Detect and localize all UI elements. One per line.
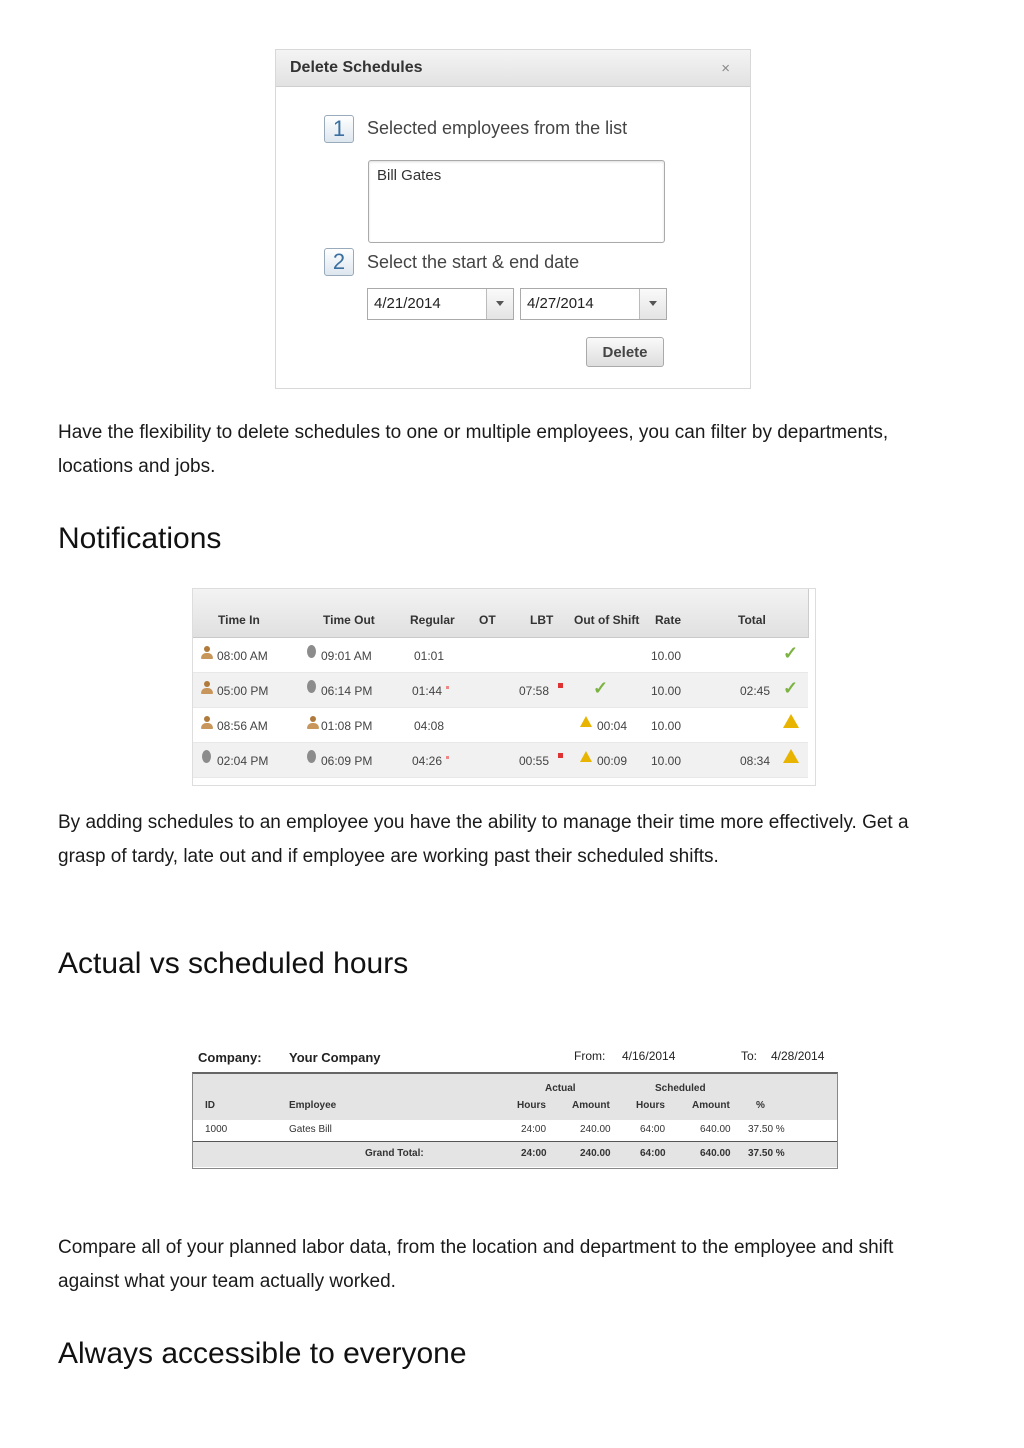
total-percent: 37.50 % (748, 1148, 785, 1159)
col-regular: Regular (410, 613, 455, 627)
row-scheduled-hours: 64:00 (640, 1124, 666, 1135)
warning-icon (580, 716, 592, 727)
dialog-header (276, 50, 750, 87)
col-ot: OT (479, 613, 496, 627)
start-date-select[interactable] (367, 288, 514, 320)
fingerprint-icon (307, 750, 316, 763)
user-icon (307, 716, 319, 730)
from-label: From: (574, 1049, 606, 1063)
heading-accessible: Always accessible to everyone (58, 1337, 467, 1370)
rate: 10.00 (651, 754, 682, 768)
regular: 01:44 (412, 684, 443, 698)
time-in: 08:00 AM (217, 649, 268, 663)
row-id: 1000 (205, 1124, 228, 1135)
total-actual-hours: 24:00 (521, 1148, 547, 1159)
employee-entry: Bill Gates (377, 167, 442, 184)
report-header (193, 1074, 837, 1120)
group-actual: Actual (545, 1083, 576, 1094)
flag-icon (558, 753, 563, 758)
table-header (193, 589, 809, 638)
rate: 10.00 (651, 684, 682, 698)
check-icon: ✓ (593, 678, 609, 698)
col-out-of-shift: Out of Shift (574, 613, 640, 627)
col-lbt: LBT (530, 613, 554, 627)
close-icon[interactable]: × (721, 60, 730, 77)
total: 02:45 (740, 684, 771, 698)
to-label: To: (741, 1049, 758, 1063)
start-date-value: 4/21/2014 (374, 295, 441, 312)
warning-icon (580, 751, 592, 762)
company-value: Your Company (289, 1050, 381, 1065)
to-value: 4/28/2014 (771, 1049, 825, 1063)
lbt: 07:58 (519, 684, 550, 698)
step-2-badge: 2 (324, 248, 354, 276)
regular: 01:01 (414, 649, 445, 663)
check-icon: ✓ (783, 678, 799, 698)
col-scheduled-amount: Amount (692, 1100, 730, 1111)
col-actual-hours: Hours (517, 1100, 546, 1111)
user-icon (201, 681, 213, 695)
step-2-label: Select the start & end date (367, 252, 580, 272)
step-1-label: Selected employees from the list (367, 118, 628, 138)
flag-icon (446, 756, 449, 759)
chevron-down-icon (496, 301, 504, 306)
row-percent: 37.50 % (748, 1124, 785, 1135)
fingerprint-icon (307, 645, 316, 658)
total-actual-amount: 240.00 (580, 1148, 611, 1159)
row-scheduled-amount: 640.00 (700, 1124, 731, 1135)
warning-icon (783, 749, 799, 763)
col-total: Total (738, 613, 766, 627)
row-actual-hours: 24:00 (521, 1124, 547, 1135)
total-scheduled-hours: 64:00 (640, 1148, 666, 1159)
total: 08:34 (740, 754, 771, 768)
group-scheduled: Scheduled (655, 1083, 706, 1094)
time-in: 05:00 PM (217, 684, 269, 698)
grand-total-label: Grand Total: (365, 1148, 424, 1159)
from-value: 4/16/2014 (622, 1049, 676, 1063)
chevron-down-icon (649, 301, 657, 306)
table-row[interactable] (193, 743, 808, 778)
end-date-dropdown-button[interactable] (639, 289, 666, 319)
company-label: Company: (198, 1050, 262, 1065)
warning-icon (783, 714, 799, 728)
check-icon: ✓ (783, 643, 799, 663)
time-out: 09:01 AM (321, 649, 372, 663)
time-out: 06:09 PM (321, 754, 373, 768)
end-date-select[interactable] (520, 288, 667, 320)
fingerprint-icon (202, 750, 211, 763)
table-row[interactable] (193, 673, 808, 708)
dialog-title: Delete Schedules (290, 59, 423, 76)
time-out: 06:14 PM (321, 684, 373, 698)
col-time-in: Time In (218, 613, 260, 627)
paragraph-schedules: By adding schedules to an employee you have the ability to manage their time more effectively. Get a grasp of tardy, late out and if employee are working past their scheduled shifts. (58, 812, 909, 867)
delete-button[interactable]: Delete (586, 337, 664, 367)
step-1-badge: 1 (324, 115, 354, 143)
regular: 04:08 (414, 719, 445, 733)
col-rate: Rate (655, 613, 682, 627)
col-scheduled-hours: Hours (636, 1100, 665, 1111)
rate: 10.00 (651, 649, 682, 663)
start-date-dropdown-button[interactable] (486, 289, 513, 319)
flag-icon (558, 683, 563, 688)
report-table (192, 1072, 838, 1169)
grand-total-row (193, 1141, 837, 1167)
out-of-shift: 00:04 (597, 719, 628, 733)
user-icon (201, 716, 213, 730)
col-percent: % (756, 1100, 765, 1111)
col-time-out: Time Out (323, 613, 375, 627)
table-row[interactable] (193, 708, 808, 743)
time-out: 01:08 PM (321, 719, 373, 733)
time-in: 08:56 AM (217, 719, 268, 733)
out-of-shift: 00:09 (597, 754, 628, 768)
hours-report (192, 1045, 838, 1170)
col-actual-amount: Amount (572, 1100, 610, 1111)
lbt: 00:55 (519, 754, 550, 768)
heading-actual-vs-scheduled: Actual vs scheduled hours (58, 947, 409, 980)
row-actual-amount: 240.00 (580, 1124, 611, 1135)
fingerprint-icon (307, 680, 316, 693)
rate: 10.00 (651, 719, 682, 733)
time-in: 02:04 PM (217, 754, 269, 768)
regular: 04:26 (412, 754, 443, 768)
paragraph-delete: Have the flexibility to delete schedules to one or multiple employees, you can filter by departments, locations and jobs. (58, 422, 889, 477)
heading-notifications: Notifications (58, 522, 222, 555)
notifications-table (192, 588, 816, 786)
end-date-value: 4/27/2014 (527, 295, 594, 312)
user-icon (201, 646, 213, 660)
paragraph-compare: Compare all of your planned labor data, from the location and department to the employee and shift against what your team actually worked. (58, 1237, 894, 1292)
total-scheduled-amount: 640.00 (700, 1148, 731, 1159)
col-id: ID (205, 1100, 215, 1111)
employees-list-box[interactable] (368, 160, 665, 243)
delete-schedules-dialog (275, 49, 751, 389)
row-employee: Gates Bill (289, 1124, 332, 1135)
flag-icon (446, 686, 449, 689)
table-row[interactable] (193, 638, 808, 673)
col-employee: Employee (289, 1100, 337, 1111)
